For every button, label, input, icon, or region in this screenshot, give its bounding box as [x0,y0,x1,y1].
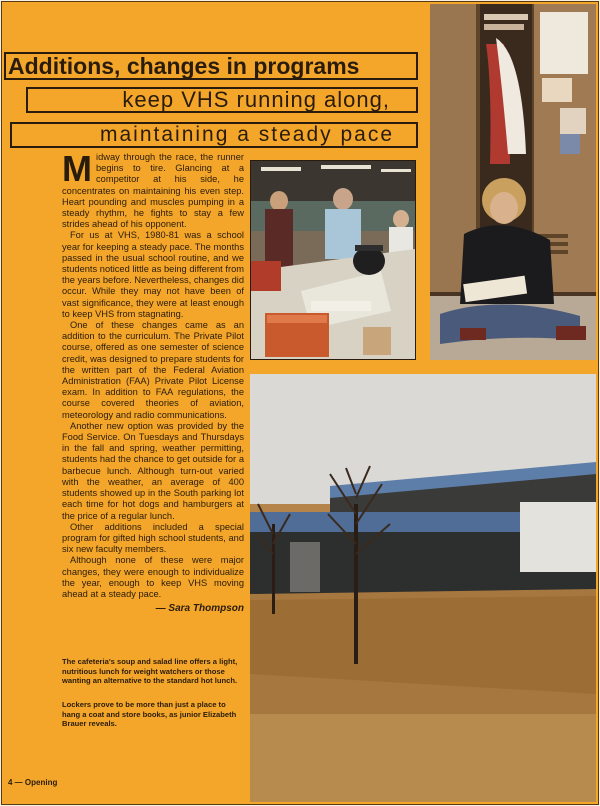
article-paragraph: Another new option was provided by the Food Service. On Tuesdays and Thursdays in the fall and spring, weather permitting, students had the chance to get outside for a barbecue lunch. Although turn-out varied with the weather, an average of 400 students showed up in the South parking lot each time for hot dogs and hamburgers at the price of a regular lunch. [62,420,244,521]
article-body [62,148,244,615]
article-paragraph: Although none of these were major changes, they were enough to individualize the year, enough to keep VHS moving ahead at a steady pace. [62,555,244,599]
caption-cafeteria: The cafeteria's soup and salad line offers a light, nutritious lunch for weight watchers or those wanting an alternative to the standard hot lunch. [62,657,238,686]
cafeteria-photo [250,160,416,360]
headline-line-2: keep VHS running along, [26,87,418,113]
article-paragraph: One of these changes came as an addition to the curriculum. The Private Pilot course, offered as one semester of science credit, was designed to prepare students for the written part of the Federal Aviation Administration (FAA) Private Pilot License exam. In addition to FAA regulations, the course covered theories of aviation, meteorology and radio communications. [62,320,244,420]
article-paragraph: Other additions included a special program for gifted high school students, and six new faculty members. [62,521,244,555]
headline-line-3: maintaining a steady pace [10,122,418,148]
byline: — Sara Thompson [155,603,244,615]
drop-cap: M [62,148,92,189]
article-paragraph: Midway through the race, the runner begins to tire. Glancing at a competitor at his side, he concentrates on maintaining his even step. Heart pounding and muscles pumping in a steady rhythm, he fights to stay a few strides ahead of his opponent. [62,148,244,230]
locker-photo [430,4,596,360]
headline-line-1: Additions, changes in programs [4,52,418,80]
school-building-photo [250,374,596,802]
article-paragraph: For us at VHS, 1980-81 was a school year for keeping a steady pace. The months passed in the usual school routine, and we students noticed little as being different from the years before. Nevertheless, changes did occur. While they may not have been of vast significance, they were at least enough to keep VHS from stagnating. [62,230,244,319]
page-folio: 4 — Opening [8,778,58,787]
yearbook-page [2,2,598,804]
caption-lockers: Lockers prove to be more than just a place to hang a coat and store books, as junior Elizabeth Brauer reveals. [62,700,237,729]
